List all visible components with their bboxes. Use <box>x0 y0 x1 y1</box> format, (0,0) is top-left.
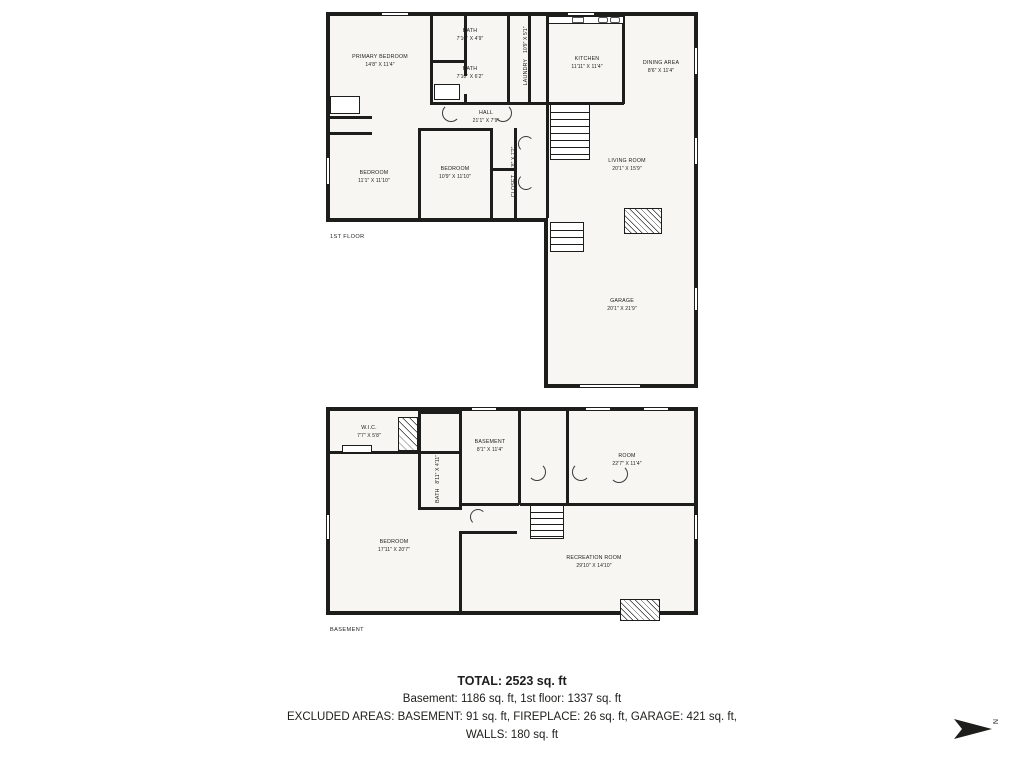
basement-interior-wall-10 <box>461 503 519 506</box>
interior-wall-18 <box>330 116 372 119</box>
room-label-garage: GARAGE 20'1" X 21'9" <box>607 298 637 312</box>
basement-window-top-3 <box>644 407 668 411</box>
room-label-bedroom-mid: BEDROOM 10'9" X 11'10" <box>438 166 472 180</box>
floor-tag-basement: BASEMENT <box>330 627 364 633</box>
window-right-3 <box>694 288 698 310</box>
total-area: TOTAL: 2523 sq. ft <box>457 674 567 688</box>
interior-wall-9 <box>507 102 550 105</box>
room-label-bath-upper: BATH 7'10" X 4'9" <box>456 28 484 42</box>
room-label-room: ROOM 22'7" X 11'4" <box>612 453 642 467</box>
basement-window-right-1 <box>694 515 698 539</box>
basement-plan <box>322 403 712 643</box>
basement-vanity <box>342 445 372 453</box>
basement-wall-right <box>694 407 698 615</box>
room-label-bath-lower: BATH 7'10" X 6'2" <box>456 66 484 80</box>
exterior-wall-bottom-left <box>326 218 548 222</box>
basement-door-swing-4 <box>470 509 486 525</box>
floor-area-breakdown: Basement: 1186 sq. ft, 1st floor: 1337 sq. ft <box>402 693 622 706</box>
fireplace-first-floor <box>624 208 662 234</box>
room-label-living-room: LIVING ROOM 20'1" X 15'9" <box>608 158 646 172</box>
area-summary <box>0 672 1024 745</box>
basement-interior-wall-14 <box>459 531 462 613</box>
interior-wall-10 <box>546 102 549 218</box>
basement-door-swing-1 <box>528 463 546 481</box>
basement-interior-wall-6 <box>418 453 421 509</box>
basement-fireplace <box>620 599 660 621</box>
window-right-1 <box>694 48 698 74</box>
interior-wall-19 <box>330 132 372 135</box>
room-label-basement-bedroom: BEDROOM 17'11" X 20'7" <box>377 539 411 553</box>
window-garage-bottom <box>580 384 640 388</box>
basement-interior-wall-15 <box>459 531 517 534</box>
basement-wall-top <box>326 407 698 411</box>
interior-wall-14 <box>418 128 492 131</box>
kitchen-appliance-2 <box>610 17 620 23</box>
room-label-wic: W.I.C. 7'7" X 5'8" <box>357 425 381 439</box>
excluded-areas-line1: EXCLUDED AREAS: BASEMENT: 91 sq. ft, FIREPLACE: 26 sq. ft, GARAGE: 421 sq. ft, <box>287 711 737 724</box>
window-right-2 <box>694 138 698 164</box>
basement-interior-wall-11 <box>566 411 569 505</box>
room-label-closet: CLOSET 4'8" X 7'2" <box>511 146 518 198</box>
door-swing-4 <box>518 174 534 190</box>
room-label-bedroom-left: BEDROOM 11'1" X 11'10" <box>358 170 390 184</box>
basement-interior-wall-13 <box>568 503 696 506</box>
kitchen-appliance-1 <box>598 17 608 23</box>
room-label-recreation-room: RECREATION ROOM 29'10" X 14'10" <box>566 555 622 569</box>
room-label-dining-area: DINING AREA 8'6" X 11'4" <box>642 60 680 74</box>
interior-wall-15 <box>490 128 493 218</box>
window-top-1 <box>382 12 408 16</box>
basement-interior-wall-9 <box>518 411 521 505</box>
window-left-1 <box>326 158 330 184</box>
interior-wall-6 <box>507 16 510 104</box>
room-label-primary-bedroom: PRIMARY BEDROOM 14'8" X 11'4" <box>352 54 408 68</box>
room-label-laundry: LAUNDRY 10'9" X 5'1" <box>523 26 530 86</box>
basement-window-top-2 <box>586 407 610 411</box>
basement-window-left-1 <box>326 515 330 539</box>
basement-interior-wall-1 <box>418 411 421 453</box>
north-arrow <box>952 716 1012 750</box>
room-label-basement-room: BASEMENT 8'1" X 11'4" <box>474 439 506 453</box>
garage-wall-left <box>544 218 548 388</box>
floor-tag-first: 1ST FLOOR <box>330 234 365 240</box>
stairs-garage-entry <box>550 222 584 252</box>
basement-interior-wall-3 <box>418 411 462 414</box>
room-label-hall: HALL 21'1" X 7'9" <box>472 110 500 124</box>
first-floor-plan <box>322 8 712 393</box>
room-label-basement-bath: BATH 8'11" X 4'11" <box>435 454 442 503</box>
interior-wall-8 <box>546 16 549 104</box>
closet-cabinet-2 <box>434 84 460 100</box>
interior-wall-4 <box>432 60 466 63</box>
basement-wall-left <box>326 407 330 615</box>
door-swing-3 <box>518 136 534 152</box>
basement-window-top-1 <box>472 407 496 411</box>
stairs-first-floor <box>550 104 590 160</box>
basement-stairs <box>530 505 564 539</box>
north-arrow-label: N <box>991 718 999 725</box>
basement-interior-wall-8 <box>459 411 462 509</box>
excluded-areas-line2: WALLS: 180 sq. ft <box>465 729 559 741</box>
interior-wall-5 <box>464 94 467 104</box>
closet-cabinet-1 <box>330 96 360 114</box>
kitchen-sink <box>572 17 584 23</box>
room-label-kitchen: KITCHEN 11'11" X 11'4" <box>571 56 603 70</box>
